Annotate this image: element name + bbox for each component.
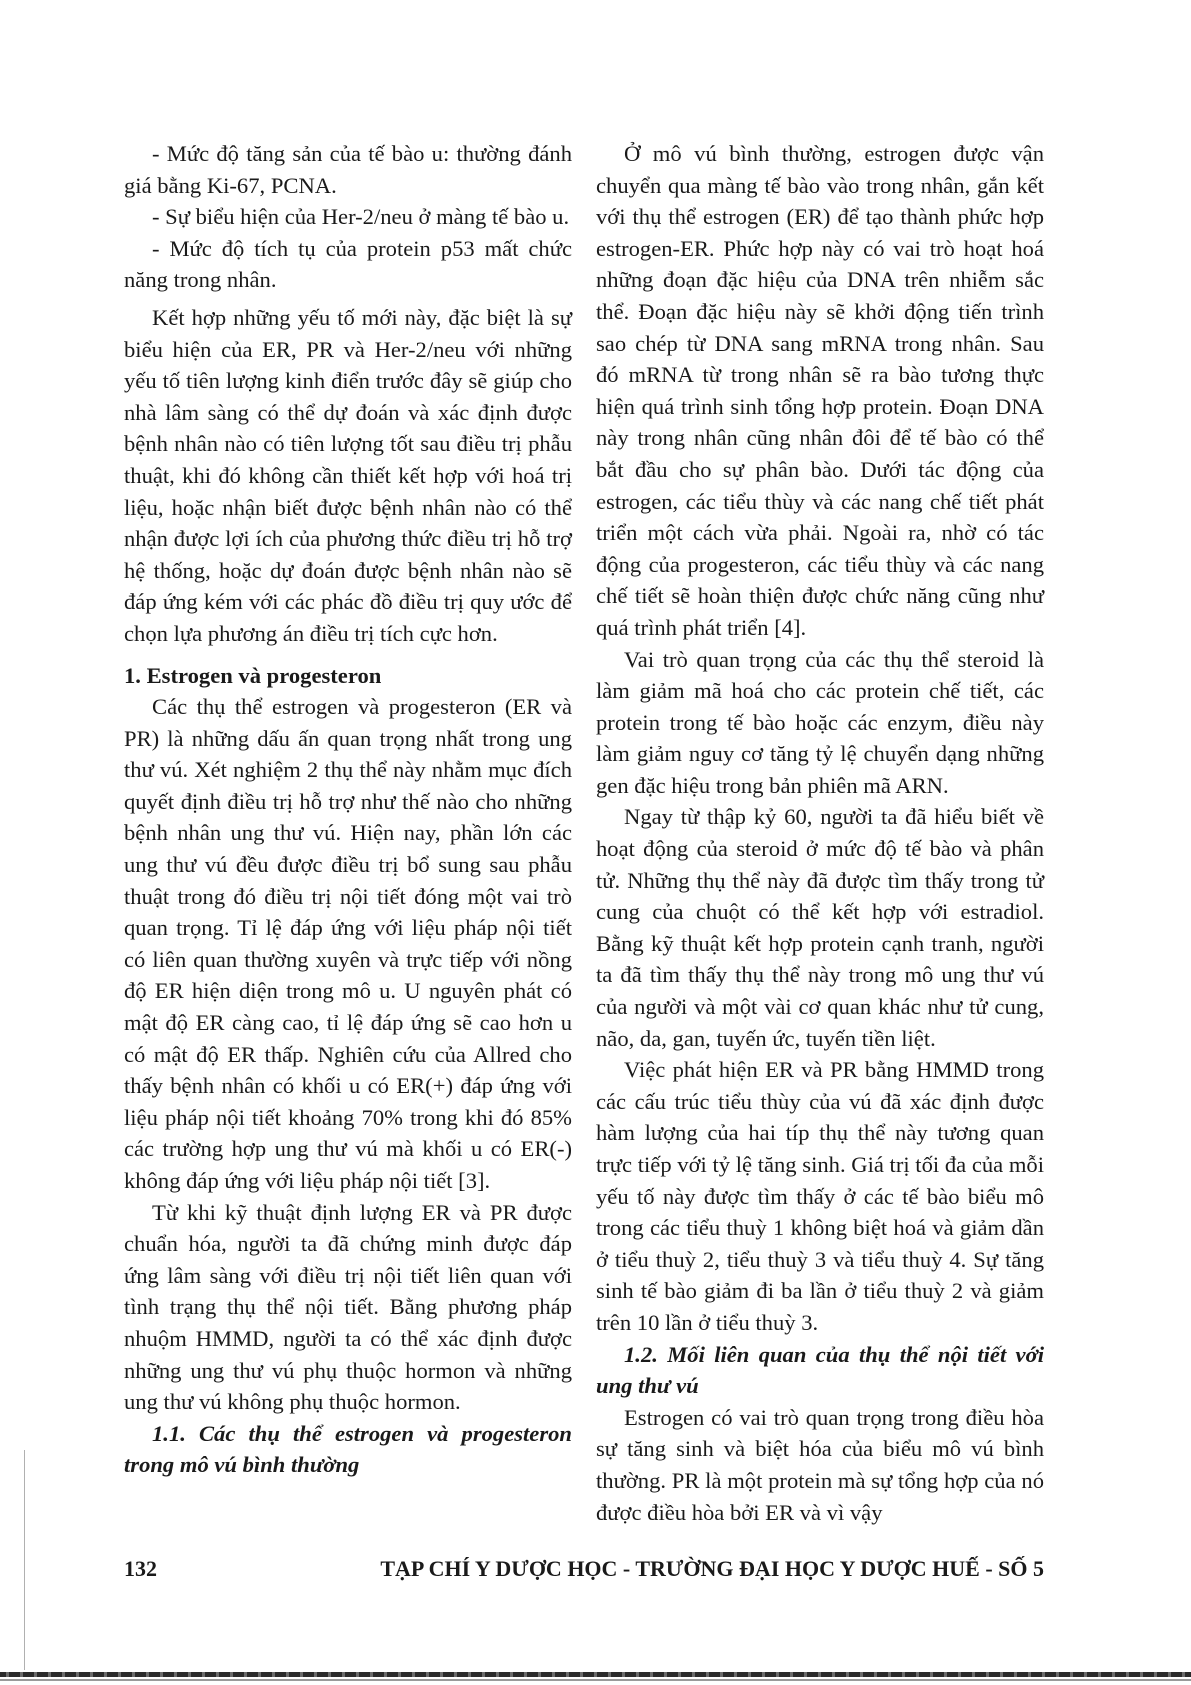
page-footer: [124, 1556, 1044, 1586]
subsection-heading: 1.1. Các thụ thể estrogen và progesteron trong mô vú bình thường: [124, 1420, 572, 1478]
scan-artifact-line: [0, 1679, 1191, 1681]
subsection-heading: 1.2. Mối liên quan của thụ thể nội tiết với ung thư vú: [596, 1341, 1044, 1399]
paragraph: Estrogen có vai trò quan trọng trong điều hòa sự tăng sinh và biệt hóa của biểu mô vú bình thường. PR là một protein mà sự tổng hợp của nó được điều hòa bởi ER và vì vậy: [596, 1404, 1044, 1525]
paragraph: Các thụ thể estrogen và progesteron (ER và PR) là những dấu ấn quan trọng nhất trong ung thư vú. Xét nghiệm 2 thụ thể này nhằm mục đích quyết định điều trị hỗ trợ như thế nào cho những bệnh nhân ung thư vú. Hiện nay, phần lớn các ung thư vú đều được điều trị bổ sung sau phẫu thuật trong đó điều trị nội tiết đóng một vai trò quan trọng. Tỉ lệ đáp ứng với liệu pháp nội tiết có liên quan thường xuyên và trực tiếp với nồng độ ER hiện diện trong mô u. U nguyên phát có mật độ ER càng cao, tỉ lệ đáp ứng sẽ cao hơn u có mật độ ER thấp. Nghiên cứu của Allred cho thấy bệnh nhân có khối u có ER(+) đáp ứng với liệu pháp nội tiết khoảng 70% trong khi đó 85% các trường hợp ung thư vú mà khối u có ER(-) không đáp ứng với liệu pháp nội tiết [3].: [124, 694, 572, 1193]
paragraph: Từ khi kỹ thuật định lượng ER và PR được chuẩn hóa, người ta đã chứng minh được đáp ứng lâm sàng với điều trị nội tiết liên quan với tình trạng thụ thể nội tiết. Bằng phương pháp nhuộm HMMD, người ta có thể xác định được những ung thư vú phụ thuộc hormon và những ung thư vú không phụ thuộc hormon.: [124, 1199, 572, 1415]
page-number: 132: [124, 1556, 157, 1581]
scan-edge-line: [24, 1450, 25, 1670]
paragraph: Việc phát hiện ER và PR bằng HMMD trong các cấu trúc tiểu thùy của vú đã xác định được hàm lượng của hai típ thụ thể này tương quan trực tiếp với tỷ lệ tăng sinh. Giá trị tối đa của mỗi yếu tố này được tìm thấy ở các tế bào biểu mô trong các tiểu thuỳ 1 không biệt hoá và giảm dần ở tiểu thuỳ 2, tiểu thuỳ 3 và tiểu thuỳ 4. Sự tăng sinh tế bào giảm đi ba lần ở tiểu thuỳ 2 và giảm trên 10 lần ở tiểu thuỳ 3.: [596, 1057, 1044, 1335]
paragraph: - Mức độ tích tụ của protein p53 mất chức năng trong nhân.: [124, 235, 572, 293]
paragraph: Ngay từ thập kỷ 60, người ta đã hiểu biết về hoạt động của steroid ở mức độ tế bào và phân tử. Những thụ thể này đã được tìm thấy trong tử cung của chuột có thể kết hợp với estradiol. Bằng kỹ thuật kết hợp protein cạnh tranh, người ta đã tìm thấy thụ thể này trong mô ung thư vú của người và một vài cơ quan khác như tử cung, não, da, gan, tuyến ức, tuyến tiền liệt.: [596, 804, 1044, 1051]
scan-artifact-bar: [0, 1672, 1191, 1677]
journal-title: TẠP CHÍ Y DƯỢC HỌC - TRƯỜNG ĐẠI HỌC Y DƯỢC HUẾ - SỐ 5: [380, 1556, 1044, 1581]
section-heading: 1. Estrogen và progesteron: [124, 662, 382, 688]
paragraph: - Sự biểu hiện của Her-2/neu ở màng tế bào u.: [152, 204, 570, 230]
paragraph: Kết hợp những yếu tố mới này, đặc biệt là sự biểu hiện của ER, PR và Her-2/neu với những yếu tố tiên lượng kinh điển trước đây sẽ giúp cho nhà lâm sàng có thể dự đoán và xác định được bệnh nhân nào có tiên lượng tốt sau điều trị phẫu thuật, khi đó không cần thiết kết hợp với hoá trị liệu, hoặc nhận biết được bệnh nhân nào có thể nhận được lợi ích của phương thức điều trị hỗ trợ hệ thống, hoặc dự đoán được bệnh nhân nào sẽ đáp ứng kém với các phác đồ điều trị quy ước để chọn lựa phương án điều trị tích cực hơn.: [124, 304, 572, 646]
left-column: [124, 138, 572, 1481]
paragraph: - Mức độ tăng sản của tế bào u: thường đánh giá bằng Ki-67, PCNA.: [124, 141, 572, 198]
right-column: [596, 138, 1044, 1528]
paragraph: Vai trò quan trọng của các thụ thể steroid là làm giảm mã hoá cho các protein chế tiết, các protein trong tế bào hoặc các enzym, điều này làm giảm nguy cơ tăng tỷ lệ chuyển dạng những gen đặc hiệu trong bản phiên mã ARN.: [596, 646, 1044, 798]
paragraph: Ở mô vú bình thường, estrogen được vận chuyển qua màng tế bào vào trong nhân, gắn kết với thụ thể estrogen (ER) để tạo thành phức hợp estrogen-ER. Phức hợp này có vai trò hoạt hoá những đoạn đặc hiệu của DNA trên nhiễm sắc thể. Đoạn đặc hiệu này sẽ khởi động tiến trình sao chép từ DNA sang mRNA trong nhân. Sau đó mRNA từ trong nhân sẽ ra bào tương thực hiện quá trình sinh tổng hợp protein. Đoạn DNA này trong nhân cũng nhân đôi để tế bào có thể bắt đầu cho sự phân bào. Dưới tác động của estrogen, các tiểu thùy và các nang chế tiết phát triển một cách vừa phải. Ngoài ra, nhờ có tác động của progesteron, các tiểu thùy và các nang chế tiết sẽ hoàn thiện được chức năng cũng như quá trình phát triển [4].: [596, 141, 1044, 640]
